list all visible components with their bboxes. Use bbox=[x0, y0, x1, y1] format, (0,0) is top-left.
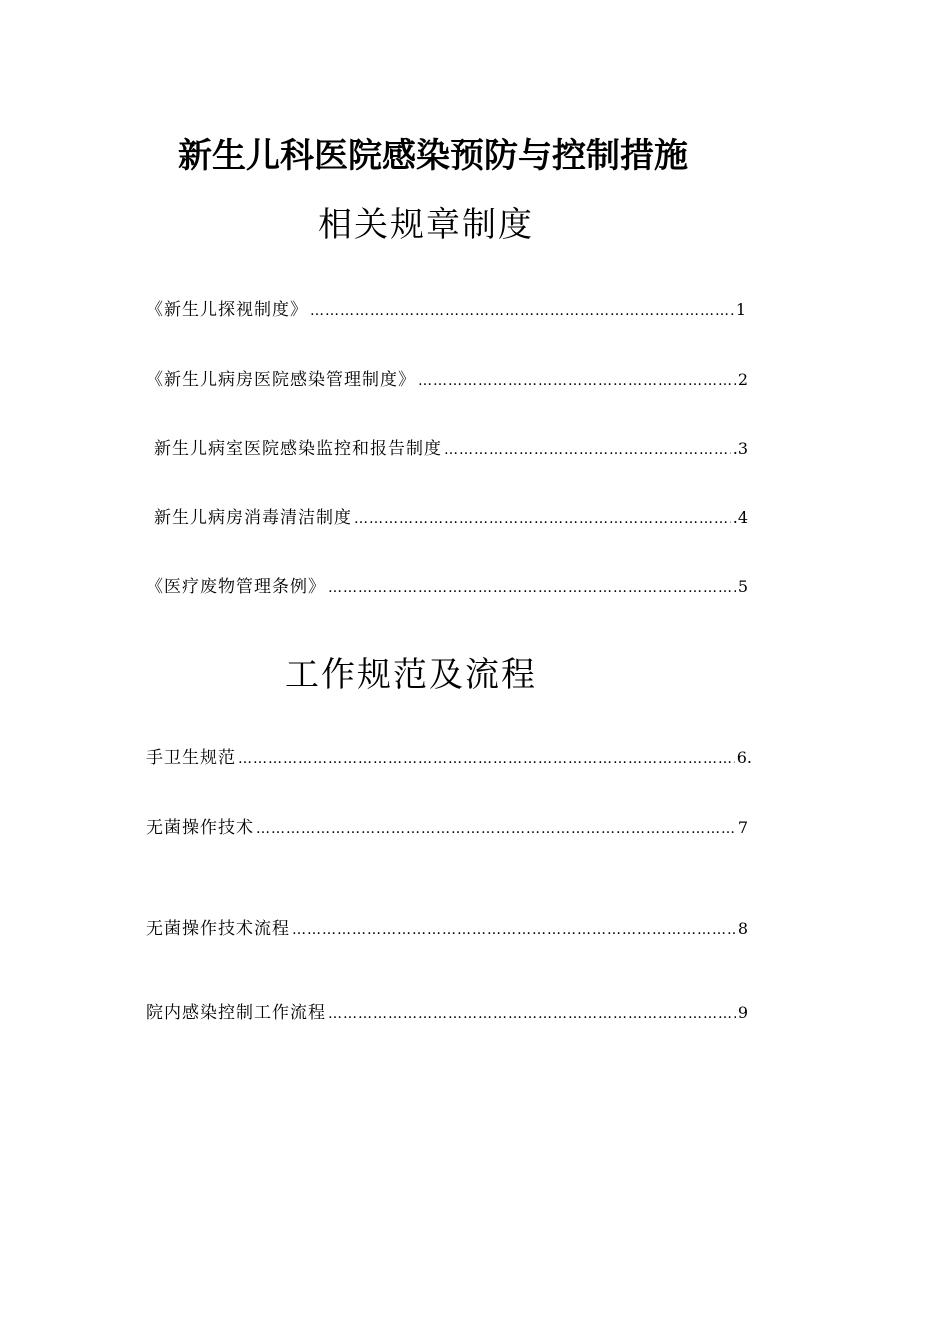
toc-dot-leader bbox=[310, 303, 734, 319]
toc-entry-title: 无菌操作技术 bbox=[146, 818, 254, 838]
toc-page-number: .4 bbox=[732, 508, 748, 527]
toc-entry-title: 院内感染控制工作流程 bbox=[146, 1003, 326, 1023]
toc-page-number: 6. bbox=[736, 748, 752, 767]
toc-page-number: 1 bbox=[735, 300, 746, 319]
toc-page-number: 2 bbox=[737, 370, 748, 389]
toc-dot-leader bbox=[328, 1006, 736, 1022]
toc-dot-leader bbox=[354, 511, 731, 527]
toc-page-number: 5 bbox=[737, 577, 748, 596]
toc-entry-title: 手卫生规范 bbox=[146, 748, 236, 768]
toc-page-number: 7 bbox=[737, 818, 748, 837]
section-heading-regulations: 相关规章制度 bbox=[318, 205, 534, 245]
toc-entry[interactable] bbox=[146, 743, 752, 768]
toc-page-number: 9 bbox=[737, 1003, 748, 1022]
toc-entry-title: 《新生儿探视制度》 bbox=[146, 300, 308, 320]
toc-page-number: .3 bbox=[732, 439, 748, 458]
toc-dot-leader bbox=[444, 442, 731, 458]
toc-entry[interactable] bbox=[154, 434, 748, 459]
toc-page-number: 8 bbox=[737, 919, 748, 938]
toc-entry[interactable] bbox=[154, 503, 748, 528]
toc-entry[interactable] bbox=[146, 998, 748, 1023]
toc-entry-title: 新生儿病房消毒清洁制度 bbox=[154, 508, 352, 528]
toc-entry[interactable] bbox=[146, 572, 748, 597]
toc-entry[interactable] bbox=[146, 295, 746, 320]
toc-entry[interactable] bbox=[146, 813, 748, 838]
toc-entry-title: 《医疗废物管理条例》 bbox=[146, 577, 326, 597]
toc-dot-leader bbox=[256, 821, 736, 837]
toc-entry[interactable] bbox=[146, 914, 748, 939]
toc-dot-leader bbox=[328, 580, 736, 596]
toc-entry[interactable] bbox=[146, 365, 748, 390]
toc-entry-title: 《新生儿病房医院感染管理制度》 bbox=[146, 370, 416, 390]
toc-entry-title: 新生儿病室医院感染监控和报告制度 bbox=[154, 439, 442, 459]
section-heading-procedures: 工作规范及流程 bbox=[285, 655, 537, 695]
toc-dot-leader bbox=[292, 922, 736, 938]
page-title: 新生儿科医院感染预防与控制措施 bbox=[178, 136, 688, 176]
toc-entry-title: 无菌操作技术流程 bbox=[146, 919, 290, 939]
toc-dot-leader bbox=[238, 751, 735, 767]
toc-dot-leader bbox=[418, 373, 736, 389]
